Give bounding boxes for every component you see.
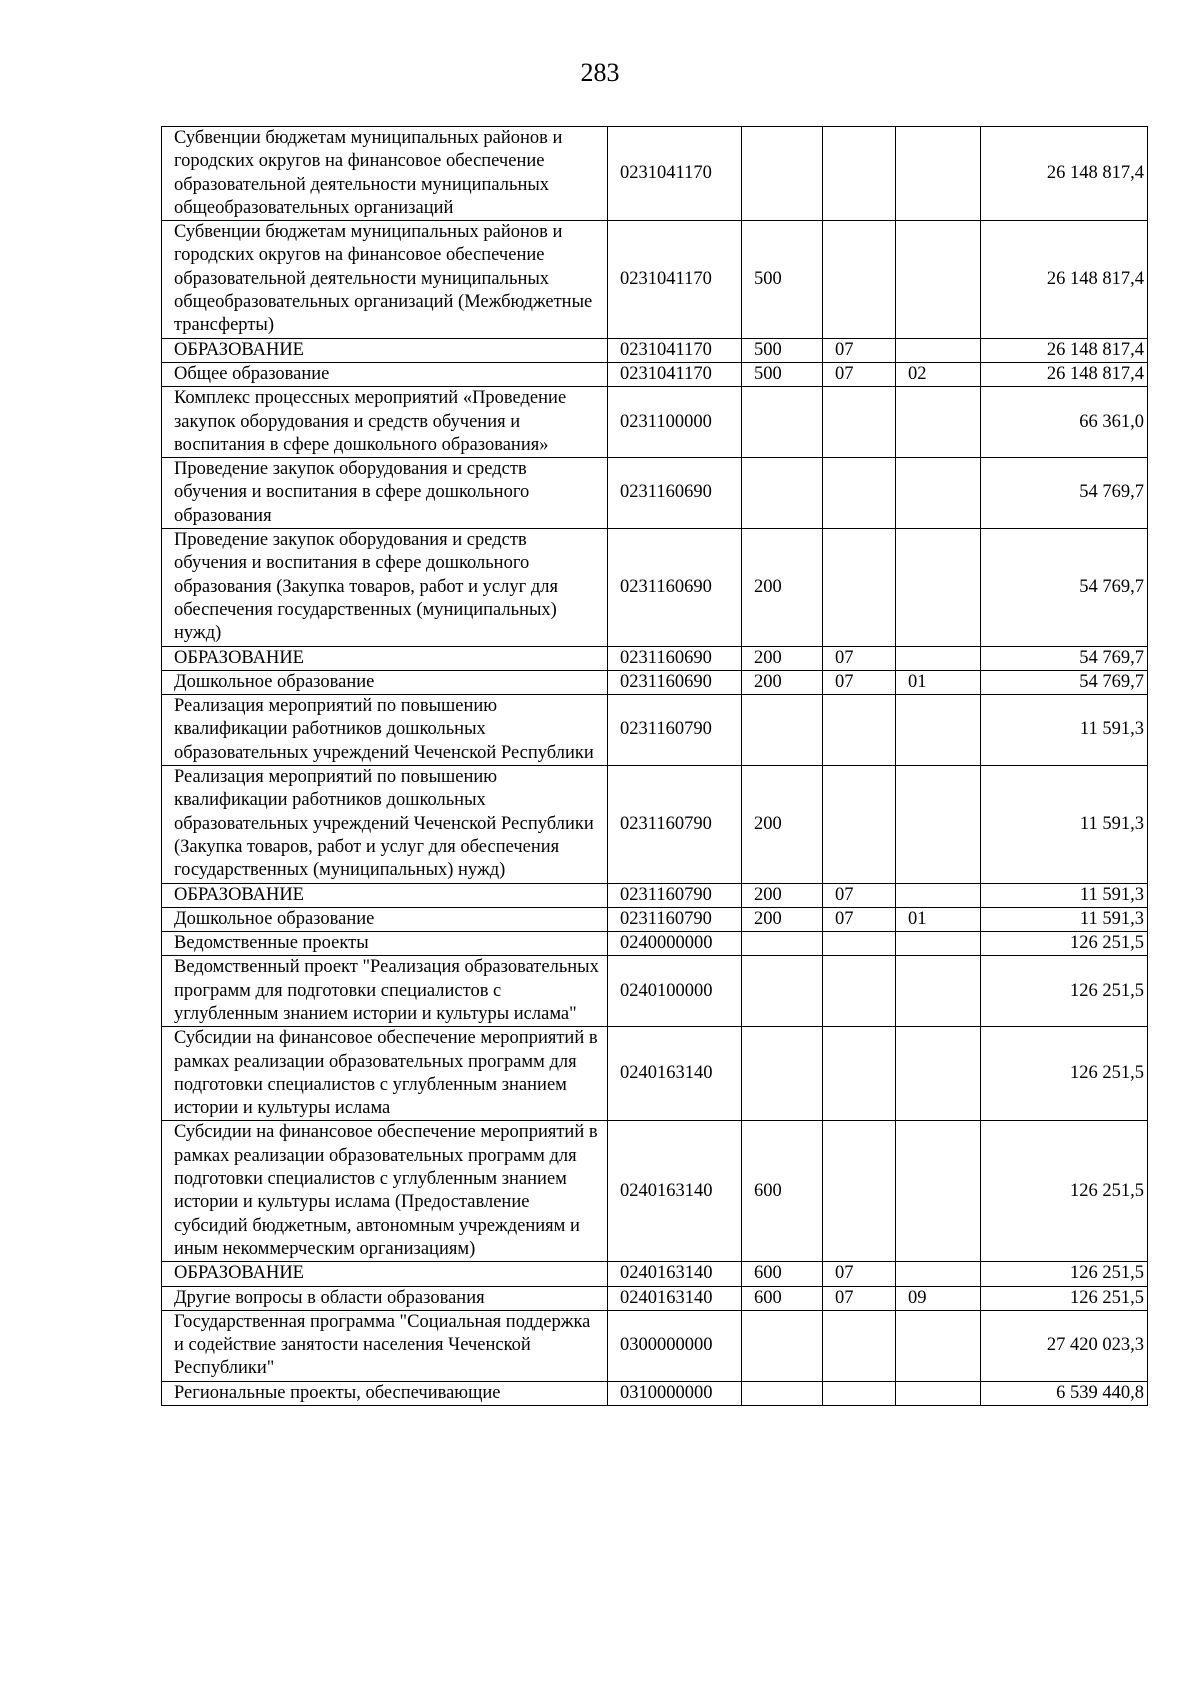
row-subsection — [896, 1310, 981, 1381]
row-amount: 6 539 440,8 — [981, 1381, 1148, 1405]
table-row — [162, 956, 1148, 1027]
row-amount: 126 251,5 — [981, 1286, 1148, 1310]
row-section: 07 — [823, 1286, 896, 1310]
row-expense-type: 500 — [742, 362, 823, 386]
row-name: Субвенции бюджетам муниципальных районов и городских округов на финансовое обеспечение образовательной деятельности муниципальных общеобразовательных организаций — [162, 127, 608, 221]
row-expense-type — [742, 1310, 823, 1381]
row-code: 0310000000 — [608, 1381, 742, 1405]
row-expense-type — [742, 1027, 823, 1121]
row-code: 0231041170 — [608, 362, 742, 386]
row-expense-type: 600 — [742, 1262, 823, 1286]
row-expense-type: 200 — [742, 529, 823, 646]
row-expense-type — [742, 695, 823, 766]
table-row — [162, 646, 1148, 670]
row-name: Государственная программа "Социальная поддержка и содействие занятости населения Чеченской Республики" — [162, 1310, 608, 1381]
row-code: 0231041170 — [608, 221, 742, 338]
table-row — [162, 338, 1148, 362]
row-code: 0240100000 — [608, 956, 742, 1027]
row-amount: 54 769,7 — [981, 670, 1148, 694]
row-code: 0240163140 — [608, 1121, 742, 1262]
row-expense-type — [742, 458, 823, 529]
row-amount: 126 251,5 — [981, 956, 1148, 1027]
row-expense-type: 200 — [742, 907, 823, 931]
row-section — [823, 766, 896, 883]
row-subsection — [896, 458, 981, 529]
row-section — [823, 1381, 896, 1405]
row-code: 0231160690 — [608, 458, 742, 529]
row-section: 07 — [823, 338, 896, 362]
table-row — [162, 127, 1148, 221]
budget-table — [161, 126, 1148, 1406]
row-subsection — [896, 646, 981, 670]
row-code: 0231160790 — [608, 907, 742, 931]
row-amount: 126 251,5 — [981, 1027, 1148, 1121]
row-code: 0240163140 — [608, 1262, 742, 1286]
row-name: Дошкольное образование — [162, 907, 608, 931]
row-amount: 54 769,7 — [981, 458, 1148, 529]
row-section — [823, 221, 896, 338]
row-section — [823, 932, 896, 956]
row-subsection — [896, 956, 981, 1027]
row-expense-type: 500 — [742, 338, 823, 362]
row-subsection — [896, 387, 981, 458]
row-section: 07 — [823, 1262, 896, 1286]
row-code: 0240163140 — [608, 1286, 742, 1310]
row-code: 0300000000 — [608, 1310, 742, 1381]
row-code: 0231160790 — [608, 766, 742, 883]
row-subsection: 09 — [896, 1286, 981, 1310]
table-row — [162, 458, 1148, 529]
row-subsection — [896, 883, 981, 907]
row-section — [823, 127, 896, 221]
row-expense-type — [742, 1381, 823, 1405]
row-section: 07 — [823, 907, 896, 931]
table-row — [162, 1286, 1148, 1310]
row-subsection — [896, 1262, 981, 1286]
row-name: Проведение закупок оборудования и средств обучения и воспитания в сфере дошкольного образования (Закупка товаров, работ и услуг для обеспечения государственных (муниципальных) нужд) — [162, 529, 608, 646]
row-name: Дошкольное образование — [162, 670, 608, 694]
row-subsection — [896, 1381, 981, 1405]
row-code: 0231041170 — [608, 338, 742, 362]
row-expense-type: 200 — [742, 883, 823, 907]
row-code: 0231100000 — [608, 387, 742, 458]
row-section: 07 — [823, 646, 896, 670]
row-amount: 26 148 817,4 — [981, 221, 1148, 338]
page-number: 283 — [580, 58, 620, 87]
table-row — [162, 670, 1148, 694]
row-amount: 26 148 817,4 — [981, 362, 1148, 386]
row-name: ОБРАЗОВАНИЕ — [162, 1262, 608, 1286]
row-section — [823, 1027, 896, 1121]
row-amount: 11 591,3 — [981, 883, 1148, 907]
row-subsection — [896, 221, 981, 338]
row-subsection — [896, 932, 981, 956]
table-row — [162, 766, 1148, 883]
row-subsection — [896, 695, 981, 766]
row-code: 0231160690 — [608, 670, 742, 694]
row-section — [823, 1310, 896, 1381]
row-name: Региональные проекты, обеспечивающие — [162, 1381, 608, 1405]
row-code: 0231041170 — [608, 127, 742, 221]
row-amount: 126 251,5 — [981, 932, 1148, 956]
table-row — [162, 695, 1148, 766]
row-name: Проведение закупок оборудования и средств обучения и воспитания в сфере дошкольного образования — [162, 458, 608, 529]
row-name: Ведомственные проекты — [162, 932, 608, 956]
row-code: 0240163140 — [608, 1027, 742, 1121]
row-section: 07 — [823, 670, 896, 694]
row-subsection — [896, 338, 981, 362]
row-name: Реализация мероприятий по повышению квалификации работников дошкольных образовательных учреждений Чеченской Республики (Закупка товаров, работ и услуг для обеспечения государственных (муниципальных) нужд) — [162, 766, 608, 883]
row-section — [823, 695, 896, 766]
row-name: Ведомственный проект "Реализация образовательных программ для подготовки специалистов с углубленным знанием истории и культуры ислама" — [162, 956, 608, 1027]
row-name: Общее образование — [162, 362, 608, 386]
row-section — [823, 458, 896, 529]
row-expense-type — [742, 127, 823, 221]
table-row — [162, 1262, 1148, 1286]
row-code: 0231160690 — [608, 529, 742, 646]
row-subsection — [896, 1027, 981, 1121]
table-row — [162, 1381, 1148, 1405]
row-code: 0231160790 — [608, 883, 742, 907]
row-amount: 27 420 023,3 — [981, 1310, 1148, 1381]
row-amount: 26 148 817,4 — [981, 127, 1148, 221]
row-expense-type: 200 — [742, 670, 823, 694]
table-row — [162, 883, 1148, 907]
row-subsection: 01 — [896, 670, 981, 694]
row-amount: 11 591,3 — [981, 695, 1148, 766]
row-code: 0231160790 — [608, 695, 742, 766]
row-expense-type — [742, 387, 823, 458]
table-row — [162, 362, 1148, 386]
row-amount: 126 251,5 — [981, 1121, 1148, 1262]
row-amount: 11 591,3 — [981, 766, 1148, 883]
row-expense-type: 200 — [742, 766, 823, 883]
row-subsection — [896, 1121, 981, 1262]
row-name: Другие вопросы в области образования — [162, 1286, 608, 1310]
table-row — [162, 1310, 1148, 1381]
table-row — [162, 1121, 1148, 1262]
row-name: ОБРАЗОВАНИЕ — [162, 338, 608, 362]
row-amount: 66 361,0 — [981, 387, 1148, 458]
row-section: 07 — [823, 362, 896, 386]
row-name: ОБРАЗОВАНИЕ — [162, 883, 608, 907]
row-name: Реализация мероприятий по повышению квалификации работников дошкольных образовательных учреждений Чеченской Республики — [162, 695, 608, 766]
table-row — [162, 387, 1148, 458]
row-expense-type: 500 — [742, 221, 823, 338]
table-row — [162, 221, 1148, 338]
row-name: ОБРАЗОВАНИЕ — [162, 646, 608, 670]
row-section — [823, 529, 896, 646]
row-subsection — [896, 127, 981, 221]
row-amount: 11 591,3 — [981, 907, 1148, 931]
row-expense-type: 600 — [742, 1121, 823, 1262]
row-section — [823, 387, 896, 458]
table-row — [162, 932, 1148, 956]
row-amount: 54 769,7 — [981, 646, 1148, 670]
table-row — [162, 529, 1148, 646]
row-section: 07 — [823, 883, 896, 907]
row-amount: 54 769,7 — [981, 529, 1148, 646]
row-code: 0231160690 — [608, 646, 742, 670]
row-section — [823, 956, 896, 1027]
row-expense-type: 200 — [742, 646, 823, 670]
row-amount: 126 251,5 — [981, 1262, 1148, 1286]
table-row — [162, 907, 1148, 931]
row-section — [823, 1121, 896, 1262]
row-name: Комплекс процессных мероприятий «Проведение закупок оборудования и средств обучения и воспитания в сфере дошкольного образования» — [162, 387, 608, 458]
row-subsection — [896, 529, 981, 646]
row-subsection — [896, 766, 981, 883]
row-name: Субсидии на финансовое обеспечение мероприятий в рамках реализации образовательных программ для подготовки специалистов с углубленным знанием истории и культуры ислама — [162, 1027, 608, 1121]
row-name: Субсидии на финансовое обеспечение мероприятий в рамках реализации образовательных программ для подготовки специалистов с углубленным знанием истории и культуры ислама (Предоставление субсидий бюджетным, автономным учреждениям и иным некоммерческим организациям) — [162, 1121, 608, 1262]
budget-table-body — [162, 127, 1148, 1406]
row-expense-type — [742, 932, 823, 956]
row-expense-type: 600 — [742, 1286, 823, 1310]
row-amount: 26 148 817,4 — [981, 338, 1148, 362]
row-name: Субвенции бюджетам муниципальных районов и городских округов на финансовое обеспечение образовательной деятельности муниципальных общеобразовательных организаций (Межбюджетные трансферты) — [162, 221, 608, 338]
row-subsection: 01 — [896, 907, 981, 931]
row-subsection: 02 — [896, 362, 981, 386]
row-expense-type — [742, 956, 823, 1027]
row-code: 0240000000 — [608, 932, 742, 956]
table-row — [162, 1027, 1148, 1121]
